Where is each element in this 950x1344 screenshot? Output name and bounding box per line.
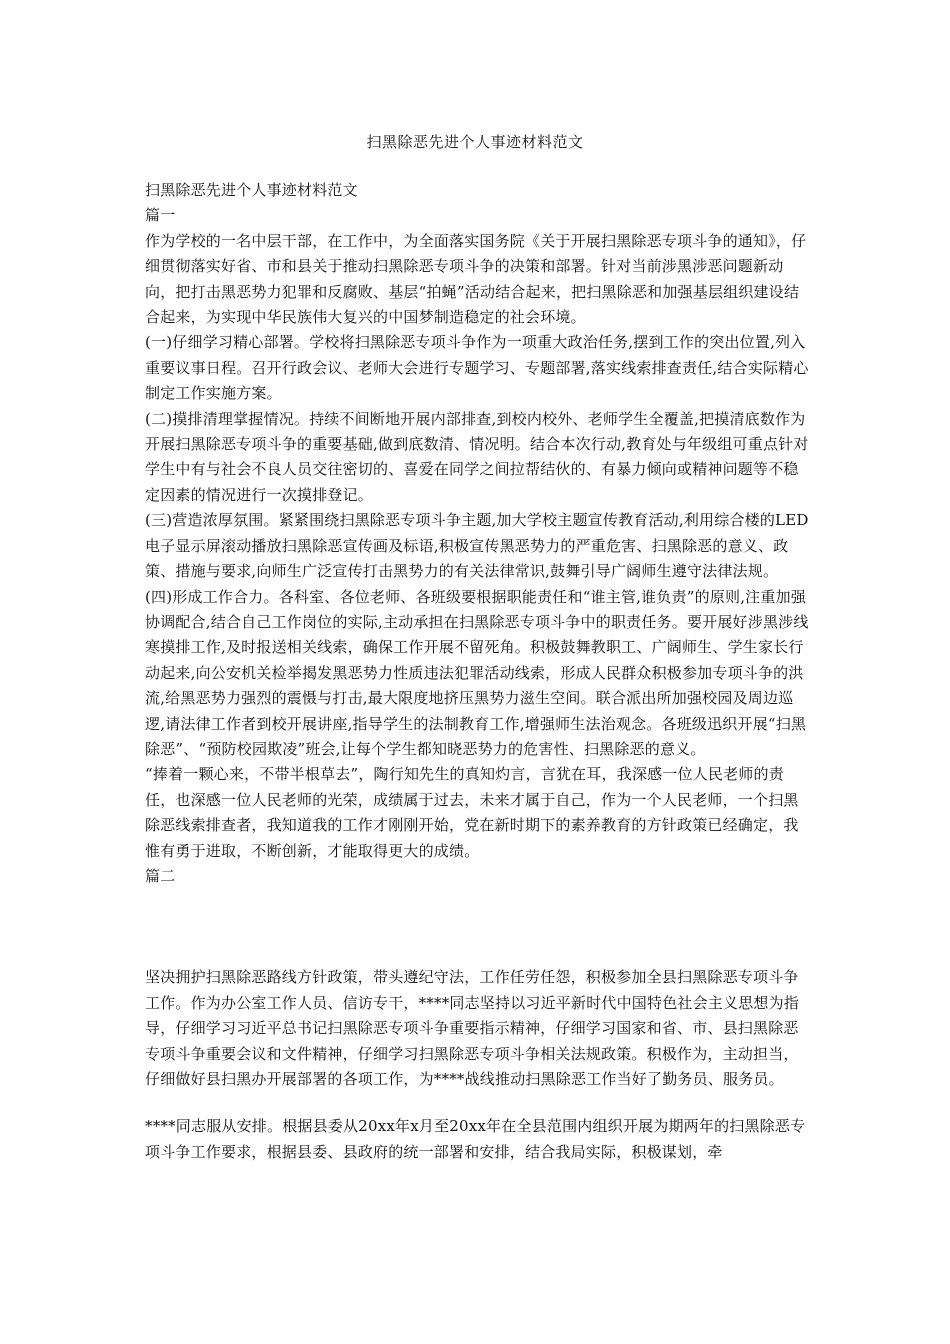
paragraph: (一)仔细学习精心部署。学校将扫黑除恶专项斗争作为一项重大政治任务,摆到工作的突出位置,列入重要议事日程。召开行政会议、老师大会进行专题学习、专题部署,落实线索排查责任,结合实际精心制定工作实施方案。 xyxy=(145,333,809,403)
section-heading-1: 篇一 xyxy=(145,206,176,225)
paragraph: 坚决拥护扫黑除恶路线方针政策，带头遵纪守法，工作任劳任怨，积极参加全县扫黑除恶专项斗争工作。作为办公室工作人员、信访专干，****同志坚持以习近平新时代中国特色社会主义思想为指导，仔细学习习近平总书记扫黑除恶专项斗争重要指示精神，仔细学习国家和省、市、县扫黑除恶专项斗争重要会议和文件精神，仔细学习扫黑除恶专项斗争相关法规政策。积极作为，主动担当，仔细做好县扫黑办开展部署的各项工作，为****战线推动扫黑除恶工作当好了勤务员、服务员。 xyxy=(145,968,800,1088)
document-subtitle: 扫黑除恶先进个人事迹材料范文 xyxy=(145,181,358,199)
paragraph: (三)营造浓厚氛围。紧紧围绕扫黑除恶专项斗争主题,加大学校主题宣传教育活动,利用综合楼的LED电子显示屏滚动播放扫黑除恶宣传画及标语,积极宣传黑恶势力的严重危害、扫黑除恶的意义、政策、措施与要求,向师生广泛宣传打击黑势力的有关法律常识,鼓舞引导广阔师生遵守法律法规。 xyxy=(145,511,809,581)
section-heading-2: 篇二 xyxy=(145,866,176,885)
document-body xyxy=(145,178,810,1165)
page-title: 扫黑除恶先进个人事迹材料范文 xyxy=(366,133,584,151)
paragraph: (四)形成工作合力。各科室、各位老师、各班级要根据职能责任和“谁主管,谁负责”的原则,注重加强协调配合,结合自己工作岗位的实际,主动承担在扫黑除恶专项斗争中的职责任务。要开展好涉黑涉线寒摸排工作,及时报送相关线索，确保工作开展不留死角。积极鼓舞教职工、广阔师生、学生家长行动起来,向公安机关检举揭发黑恶势力性质违法犯罪活动线索，形成人民群众积极参加专项斗争的洪流,给黑恶势力强烈的震慑与打击,最大限度地挤压黑势力滋生空间。联合派出所加强校园及周边巡逻,请法律工作者到校开展讲座,指导学生的法制教育工作,增强师生法治观念。各班级迅织开展“扫黑除恶”、“预防校园欺凌”班会,让每个学生都知晓恶势力的危害性、扫黑除恶的意义。 xyxy=(145,587,809,758)
paragraph: ****同志服从安排。根据县委从20xx年x月至20xx年在全县范围内组织开展为期两年的扫黑除恶专项斗争工作要求，根据县委、县政府的统一部署和安排，结合我局实际，积极谋划，牵 xyxy=(145,1117,806,1161)
paragraph: “捧着一颗心来，不带半根草去”，陶行知先生的真知灼言，言犹在耳，我深感一位人民老师的责任，也深感一位人民老师的光荣，成绩属于过去，未来才属于自己，作为一个人民老师，一个扫黑除恶线索排查者，我知道我的工作才刚刚开始，党在新时期下的素养教育的方针政策已经确定，我惟有勇于进取，不断创新，才能取得更大的成绩。 xyxy=(145,765,799,860)
section-spacer xyxy=(145,889,810,965)
paragraph: 作为学校的一名中层干部，在工作中，为全面落实国务院《关于开展扫黑除恶专项斗争的通知》，仔细贯彻落实好省、市和县关于推动扫黑除恶专项斗争的决策和部署。针对当前涉黑涉恶问题新动向，把打击黑恶势力犯罪和反腐败、基层“拍蝇”活动结合起来，把扫黑除恶和加强基层组织建设结合起来，为实现中华民族伟大复兴的中国梦制造稳定的社会环境。 xyxy=(145,231,807,327)
paragraph-spacer xyxy=(145,1092,810,1114)
paragraph: (二)摸排清理掌握情况。持续不间断地开展内部排查,到校内校外、老师学生全覆盖,把摸清底数作为开展扫黑除恶专项斗争的重要基础,做到底数清、情况明。结合本次行动,教育处与年级组可重点针对学生中有与社会不良人员交往密切的、喜爱在同学之间拉帮结伙的、有暴力倾向或精神问题等不稳定因素的情况进行一次摸排登记。 xyxy=(145,409,809,504)
